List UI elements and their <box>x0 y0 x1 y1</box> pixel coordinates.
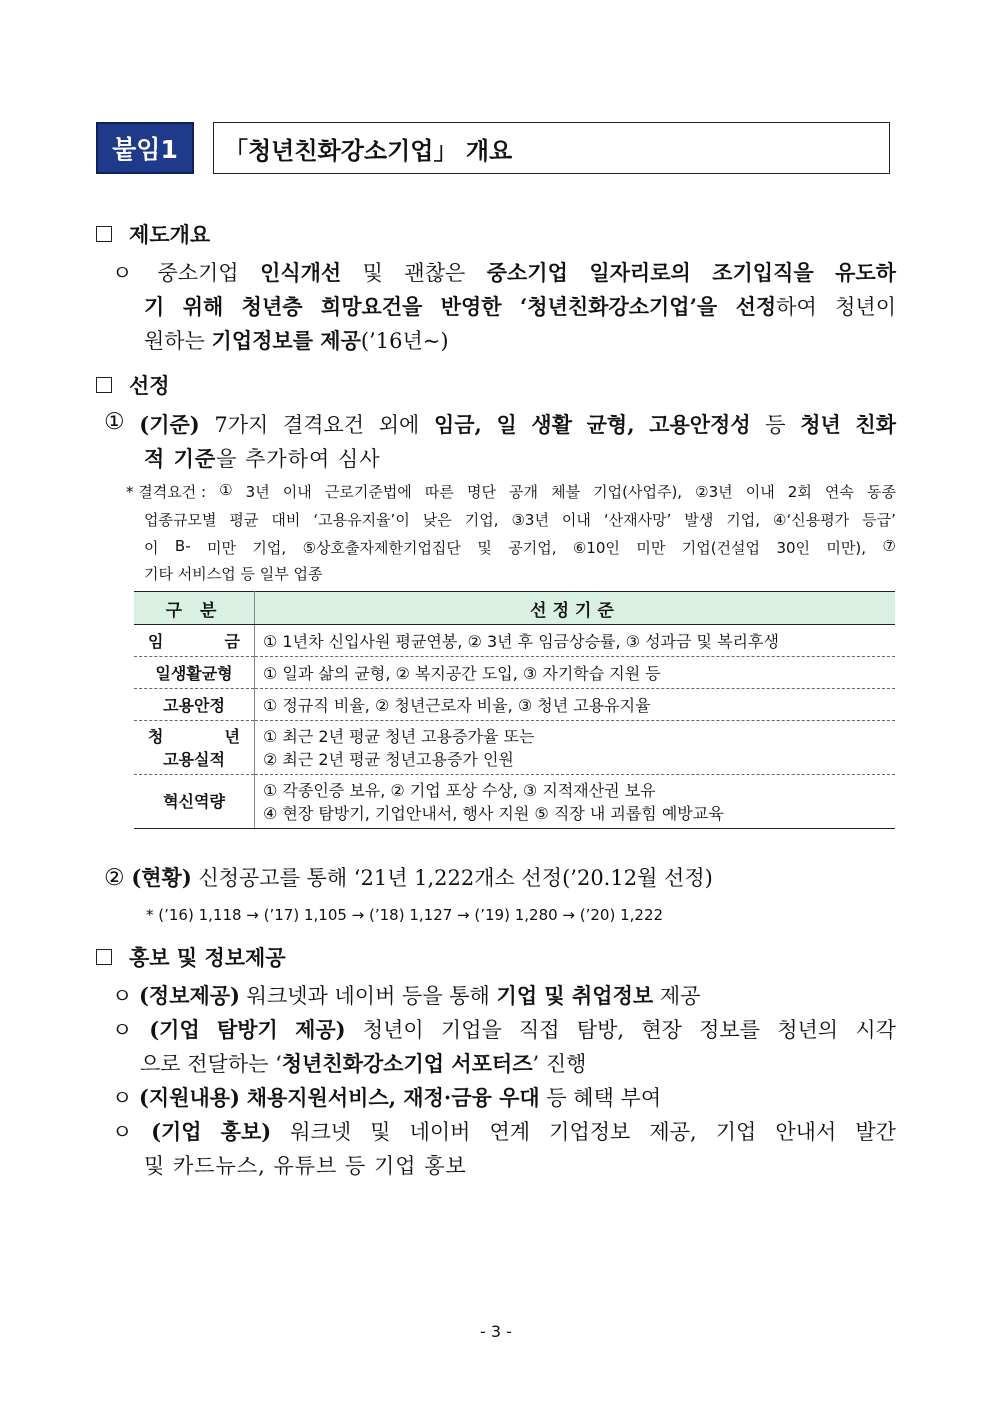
column-header-criteria: 선정기준 <box>255 592 896 625</box>
promotion-bullet-2-line-1 <box>112 1014 896 1044</box>
table-row <box>134 657 895 689</box>
word-bold: 제공) <box>295 1017 346 1042</box>
overview-line-3 <box>144 325 449 355</box>
note-word: 공기업, <box>508 539 557 557</box>
status-note: * (’16) 1,118 → (’17) 1,105 → (’18) 1,127 → (’19) 1,280 → (’20) 1,222 <box>146 906 664 924</box>
word-bold: 홍보) <box>220 1119 272 1144</box>
section-heading-selection <box>96 370 170 400</box>
note-word: 이내 <box>745 483 775 501</box>
promotion-bullet-4-line-2: 및 카드뉴스, 유튜브 등 기업 홍보 <box>144 1154 467 1178</box>
word-bold: 청년 <box>800 412 841 437</box>
word: 네이버 <box>409 1120 471 1144</box>
disqualification-note-line-4: 기타 서비스업 등 일부 업종 <box>144 565 323 583</box>
note-word: 미만), <box>826 539 867 557</box>
note-word: ‘고용유지율’이 <box>313 511 410 529</box>
note-word: 업종규모별 <box>144 511 217 529</box>
table-row <box>134 689 895 721</box>
note-word: 따른 <box>424 483 454 501</box>
status-label: (현황) <box>131 865 192 890</box>
word: 및 <box>362 261 383 285</box>
promotion-bullet-3 <box>112 1082 661 1112</box>
note-word: 3년 <box>245 483 270 501</box>
note-word: 이내 <box>282 483 312 501</box>
word-bold: 유도하 <box>835 260 896 285</box>
word: 제공, <box>649 1120 697 1144</box>
word: 청년이 <box>362 1018 424 1042</box>
word-bold: 생활 <box>531 412 572 437</box>
table-row <box>134 775 895 829</box>
attachment-header <box>96 122 890 174</box>
note-word: ① <box>219 481 233 499</box>
text-run: 으로 전달하는 ‘ <box>140 1052 282 1076</box>
text-run: (’16년~) <box>360 329 449 353</box>
note-word: 명단 <box>466 483 496 501</box>
word: 탐방, <box>576 1018 625 1042</box>
word: 청년의 <box>777 1018 839 1042</box>
row-criteria <box>255 721 896 775</box>
text-run: ㅇ <box>112 1086 139 1110</box>
note-word: ‘산재사망’ <box>603 511 672 529</box>
word-bold: 기 <box>144 294 165 319</box>
word-bold: 인식개선 <box>260 260 342 285</box>
disqualification-note-line-1 <box>126 481 896 502</box>
word-bold: 임금, <box>433 412 482 437</box>
note-word: 30인 <box>776 539 811 557</box>
note-word: 기업(건설업 <box>681 539 761 557</box>
text-run-bold: 적 기준 <box>144 446 217 471</box>
word: 중소기업 <box>157 261 239 285</box>
circled-number: ① <box>104 409 125 435</box>
table-row <box>134 625 895 657</box>
note-word: ⑤상호출자제한기업집단 <box>302 539 461 557</box>
note-word: 이내 <box>561 511 591 529</box>
text-run-bold: (지원내용) <box>138 1085 240 1110</box>
text-run: 워크넷과 네이버 등을 통해 <box>240 984 497 1008</box>
row-category-line2: 고용실적 <box>163 749 225 769</box>
note-word: 등급’ <box>862 511 896 529</box>
disqualification-note-line-3 <box>144 537 896 558</box>
row-category: 고용안정 <box>134 689 255 721</box>
row-category <box>134 721 255 775</box>
word-bold: 탐방기 <box>216 1017 278 1042</box>
word: 7가지 <box>214 413 269 437</box>
word: 안내서 <box>775 1120 837 1144</box>
checkbox-square-icon <box>96 377 112 393</box>
text-run-bold: 채용지원서비스, 재정·금융 우대 <box>246 1085 540 1110</box>
word-bold: 위해 <box>182 294 224 319</box>
word-bold: ‘청년친화강소기업’을 <box>519 294 718 319</box>
word-bold: 반영한 <box>440 294 502 319</box>
note-word: ⑥10인 <box>572 539 620 557</box>
bullet-circle: ㅇ <box>112 1018 133 1042</box>
text-run: 을 추가하여 심사 <box>216 447 381 471</box>
word: 등 <box>765 413 786 437</box>
word-bold: 고용안정성 <box>649 412 751 437</box>
word-bold: 균형, <box>586 412 635 437</box>
note-word: 연속 <box>824 483 854 501</box>
note-word: 근로기준법에 <box>324 483 412 501</box>
selection-criteria-table <box>134 591 895 829</box>
cat-char: 임 <box>148 632 164 651</box>
criteria-line: ① 최근 2년 평균 청년 고용증가율 또는 <box>263 726 535 746</box>
status-text: 신청공고를 통해 ‘21년 1,222개소 선정(’20.12월 선정) <box>191 866 713 890</box>
bullet-circle: ㅇ <box>112 1120 133 1144</box>
word-bold: 중소기업 <box>486 260 568 285</box>
text-run-bold: (정보제공) <box>138 983 240 1008</box>
word: 워크넷 <box>290 1120 352 1144</box>
status-line <box>104 862 713 892</box>
section-title: 선정 <box>129 373 170 398</box>
row-category: 일생활균형 <box>134 657 255 689</box>
note-word: 기업(사업주), <box>593 483 683 501</box>
note-word: ③3년 <box>511 511 549 529</box>
note-word: 기업, <box>726 511 761 529</box>
text-run-bold: 기업 및 취업정보 <box>496 983 654 1008</box>
word: 기업을 <box>440 1018 502 1042</box>
criteria-line-1 <box>104 409 896 439</box>
document-title: 「청년친화강소기업」 개요 <box>213 122 890 174</box>
cat-char: 금 <box>224 632 240 651</box>
note-word: 2회 <box>787 483 812 501</box>
word: 현장 <box>641 1018 682 1042</box>
text-run: 원하는 <box>144 329 212 353</box>
word-bold: 일 <box>496 412 517 437</box>
note-word: ②3년 <box>695 483 733 501</box>
criteria-line-2 <box>144 443 381 473</box>
row-criteria <box>255 775 896 829</box>
note-word: 대비 <box>271 511 301 529</box>
note-word: 이 <box>144 539 159 557</box>
word: 기업 <box>715 1120 757 1144</box>
bullet-circle: ㅇ <box>112 261 133 285</box>
table-header-row <box>134 592 895 625</box>
promotion-bullet-2-line-2 <box>140 1048 586 1078</box>
note-word: 발생 <box>684 511 714 529</box>
word: 연계 <box>489 1120 531 1144</box>
note-word: 기업, <box>252 539 287 557</box>
word: 결격요건 <box>282 413 365 437</box>
word-bold: (기준) <box>139 412 200 437</box>
row-criteria: ① 일과 삶의 균형, ② 복지공간 도입, ③ 자기학습 지원 등 <box>255 657 896 689</box>
word-bold: (기업 <box>149 1017 200 1042</box>
note-word: ④‘신용평가 <box>773 511 850 529</box>
column-header-category: 구 분 <box>134 592 255 625</box>
word: 정보를 <box>699 1018 760 1042</box>
attachment-badge: 붙임1 <box>96 122 194 174</box>
note-word: 체불 <box>551 483 581 501</box>
word-bold: 조기입직을 <box>712 260 814 285</box>
overview-line-2 <box>144 291 896 321</box>
checkbox-square-icon <box>96 949 112 965</box>
table-row <box>134 721 895 775</box>
section-title: 홍보 및 정보제공 <box>129 945 286 970</box>
page-number: - 3 - <box>480 1322 512 1341</box>
text-run: ㅇ <box>112 984 139 1008</box>
text-run-bold: 청년친화강소기업 서포터즈 <box>281 1051 533 1076</box>
note-word: 동종 <box>866 483 896 501</box>
note-word: 기업, <box>464 511 499 529</box>
row-category: 혁신역량 <box>134 775 255 829</box>
note-label: * 결격요건 : <box>126 483 207 501</box>
note-word: B- <box>174 537 191 555</box>
note-word: 및 <box>477 539 492 557</box>
note-word: ⑦ <box>882 537 896 555</box>
word: 외에 <box>378 413 420 437</box>
text-run-bold: 기업정보를 제공 <box>211 328 361 353</box>
circled-number: ② <box>104 865 125 891</box>
criteria-line: ① 각종인증 보유, ② 기업 포상 수상, ③ 지적재산권 보유 <box>263 780 656 800</box>
word-mixed: 선정하여 <box>735 294 817 319</box>
text-run: 제공 <box>653 984 701 1008</box>
note-word: 미만 <box>207 539 236 557</box>
section-heading-overview <box>96 219 210 249</box>
word: 기업정보 <box>549 1120 631 1144</box>
word-bold: 친화 <box>855 412 896 437</box>
note-word: 평균 <box>229 511 259 529</box>
word-bold: 일자리로의 <box>589 260 691 285</box>
word-bold: 희망요건을 <box>320 294 423 319</box>
word-bold: 청년층 <box>241 294 303 319</box>
text-run: 등 혜택 부여 <box>539 1086 662 1110</box>
row-criteria: ① 1년차 신입사원 평균연봉, ② 3년 후 임금상승률, ③ 성과금 및 복리후생 <box>255 625 896 657</box>
note-word: 공개 <box>509 483 538 501</box>
promotion-bullet-4-line-1 <box>112 1116 896 1146</box>
cat-char: 년 <box>224 726 240 746</box>
row-category <box>134 625 255 657</box>
section-heading-promotion <box>96 942 286 972</box>
disqualification-note-line-2 <box>144 509 896 530</box>
text-run: ’ 진행 <box>532 1052 587 1076</box>
word: 괜찮은 <box>404 261 466 285</box>
checkbox-square-icon <box>96 226 112 242</box>
word: 및 <box>370 1120 391 1144</box>
criteria-line: ② 최근 2년 평균 청년고용증가 인원 <box>263 749 514 769</box>
word-bold: (기업 <box>151 1119 202 1144</box>
word: 직접 <box>519 1018 560 1042</box>
criteria-line: ④ 현장 탐방기, 기업안내서, 행사 지원 ⑤ 직장 내 괴롭힘 예방교육 <box>263 803 724 823</box>
word: 발간 <box>855 1120 896 1144</box>
overview-line-1 <box>112 257 896 287</box>
text-run <box>240 1086 247 1110</box>
row-criteria: ① 정규직 비율, ② 청년근로자 비율, ③ 청년 고용유지율 <box>255 689 896 721</box>
word: 청년이 <box>835 295 896 319</box>
promotion-bullet-1 <box>112 980 700 1010</box>
cat-char: 청 <box>148 726 164 746</box>
note-word: 낮은 <box>422 511 452 529</box>
section-title: 제도개요 <box>129 222 211 247</box>
word: 시각 <box>855 1018 896 1042</box>
note-word: 미만 <box>636 539 666 557</box>
